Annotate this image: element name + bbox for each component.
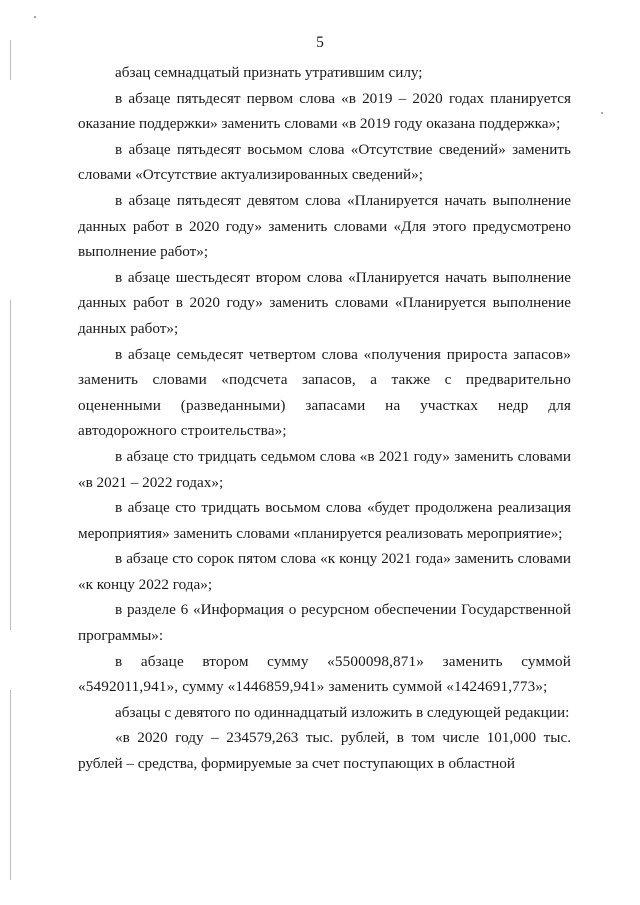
paragraph: «в 2020 году – 234579,263 тыс. рублей, в том числе 101,000 тыс. рублей – средства, формируемые за счет поступающих в областной bbox=[78, 729, 571, 773]
document-body bbox=[78, 60, 571, 777]
scan-margin-mark bbox=[10, 300, 11, 630]
scan-dust-dot bbox=[601, 112, 603, 114]
paragraph: в абзаце пятьдесят девятом слова «Планируется начать выполнение данных работ в 2020 году» заменить словами «Для этого предусмотрено выполнение работ»; bbox=[78, 191, 571, 261]
paragraph: в абзаце пятьдесят восьмом слова «Отсутствие сведений» заменить словами «Отсутствие актуализированных сведений»; bbox=[78, 140, 571, 184]
paragraph: в абзаце пятьдесят первом слова «в 2019 – 2020 годах планируется оказание поддержки» заменить словами «в 2019 году оказана поддержка»; bbox=[78, 89, 571, 133]
paragraph: в абзаце втором сумму «5500098,871» заменить суммой «5492011,941», сумму «1446859,941» заменить суммой «1424691,773»; bbox=[78, 652, 571, 696]
scan-dust-dot bbox=[34, 16, 36, 18]
paragraph: в абзаце сто сорок пятом слова «к концу 2021 года» заменить словами «к концу 2022 года»; bbox=[78, 550, 571, 593]
scan-margin-mark bbox=[10, 690, 11, 880]
paragraph: в разделе 6 «Информация о ресурсном обеспечении Государственной программы»: bbox=[78, 601, 571, 645]
paragraph: абзац семнадцатый признать утратившим силу; bbox=[115, 64, 423, 81]
paragraph: в абзаце семьдесят четвертом слова «получения прироста запасов» заменить словами «подсчета запасов, а также с предварительно оцененными (разведанными) запасами на участках недр для автодорожного строительства»; bbox=[78, 345, 571, 440]
paragraph: в абзаце сто тридцать седьмом слова «в 2021 году» заменить словами «в 2021 – 2022 годах»; bbox=[78, 447, 571, 491]
page-number: 5 bbox=[316, 34, 324, 51]
paragraph: в абзаце сто тридцать восьмом слова «будет продолжена реализация мероприятия» заменить словами «планируется реализовать мероприятие»; bbox=[78, 499, 571, 542]
paragraph: абзацы с девятого по одиннадцатый изложить в следующей редакции: bbox=[115, 703, 570, 721]
paragraph: в абзаце шестьдесят втором слова «Планируется начать выполнение данных работ в 2020 году» заменить словами «Планируется выполнение данных работ»; bbox=[78, 268, 571, 337]
